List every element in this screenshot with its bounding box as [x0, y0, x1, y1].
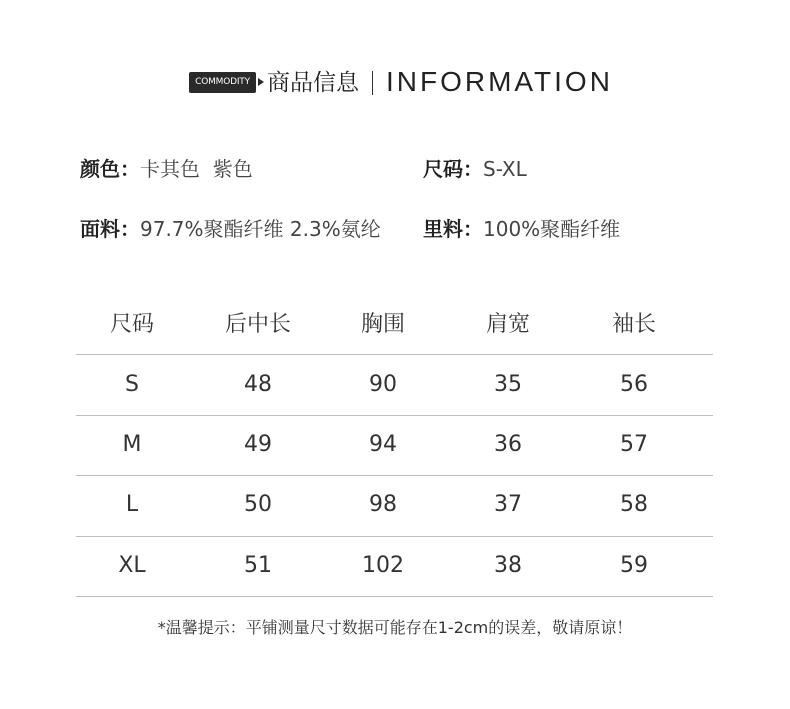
title-divider [372, 71, 373, 95]
table-cell: 59 [620, 553, 648, 578]
table-cell: 36 [494, 432, 522, 457]
table-row [76, 355, 713, 415]
table-cell: 49 [244, 432, 272, 457]
info-fabric [80, 216, 381, 242]
table-cell: 37 [494, 492, 522, 517]
color-value: 卡其色 紫色 [140, 157, 253, 181]
table-row [76, 536, 713, 596]
size-cell: S [125, 372, 139, 397]
table-cell: 51 [244, 553, 272, 578]
table-row [76, 475, 713, 535]
size-cell: XL [118, 553, 146, 578]
column-header: 胸围 [360, 312, 405, 337]
table-cell: 58 [620, 492, 648, 517]
info-size [423, 156, 527, 182]
size-cell: M [122, 432, 142, 457]
info-lining [423, 216, 620, 242]
table-cell: 94 [369, 432, 397, 457]
table-divider [76, 596, 713, 597]
table-cell: 98 [369, 492, 397, 517]
title-english: INFORMATION [386, 66, 613, 97]
table-cell: 57 [620, 432, 648, 457]
table-cell: 50 [244, 492, 272, 517]
table-row [76, 415, 713, 475]
triangle-arrow-icon [258, 78, 264, 86]
fabric-label: 面料： [80, 217, 140, 241]
column-header: 尺码 [109, 312, 154, 337]
fabric-value: 97.7%聚酯纤维 2.3%氨纶 [140, 217, 381, 241]
table-cell: 35 [494, 372, 522, 397]
column-header: 袖长 [611, 312, 656, 337]
table-cell: 38 [494, 553, 522, 578]
section-header [0, 68, 790, 98]
color-label: 颜色： [80, 157, 140, 181]
table-cell: 48 [244, 372, 272, 397]
table-header-row [76, 295, 713, 355]
lining-label: 里料： [423, 217, 483, 241]
title-chinese: 商品信息 [267, 70, 359, 96]
lining-value: 100%聚酯纤维 [483, 217, 621, 241]
size-cell: L [125, 492, 139, 517]
size-label: 尺码： [423, 157, 483, 181]
column-header: 后中长 [224, 312, 291, 337]
info-color [80, 156, 253, 182]
column-header: 肩宽 [485, 312, 530, 337]
size-value: S-XL [483, 157, 527, 181]
table-cell: 56 [620, 372, 648, 397]
measurement-note: *温馨提示：平铺测量尺寸数据可能存在1-2cm的误差，敬请原谅！ [157, 618, 633, 637]
table-cell: 102 [362, 553, 404, 578]
commodity-badge: COMMODITY [189, 72, 256, 93]
table-cell: 90 [369, 372, 397, 397]
